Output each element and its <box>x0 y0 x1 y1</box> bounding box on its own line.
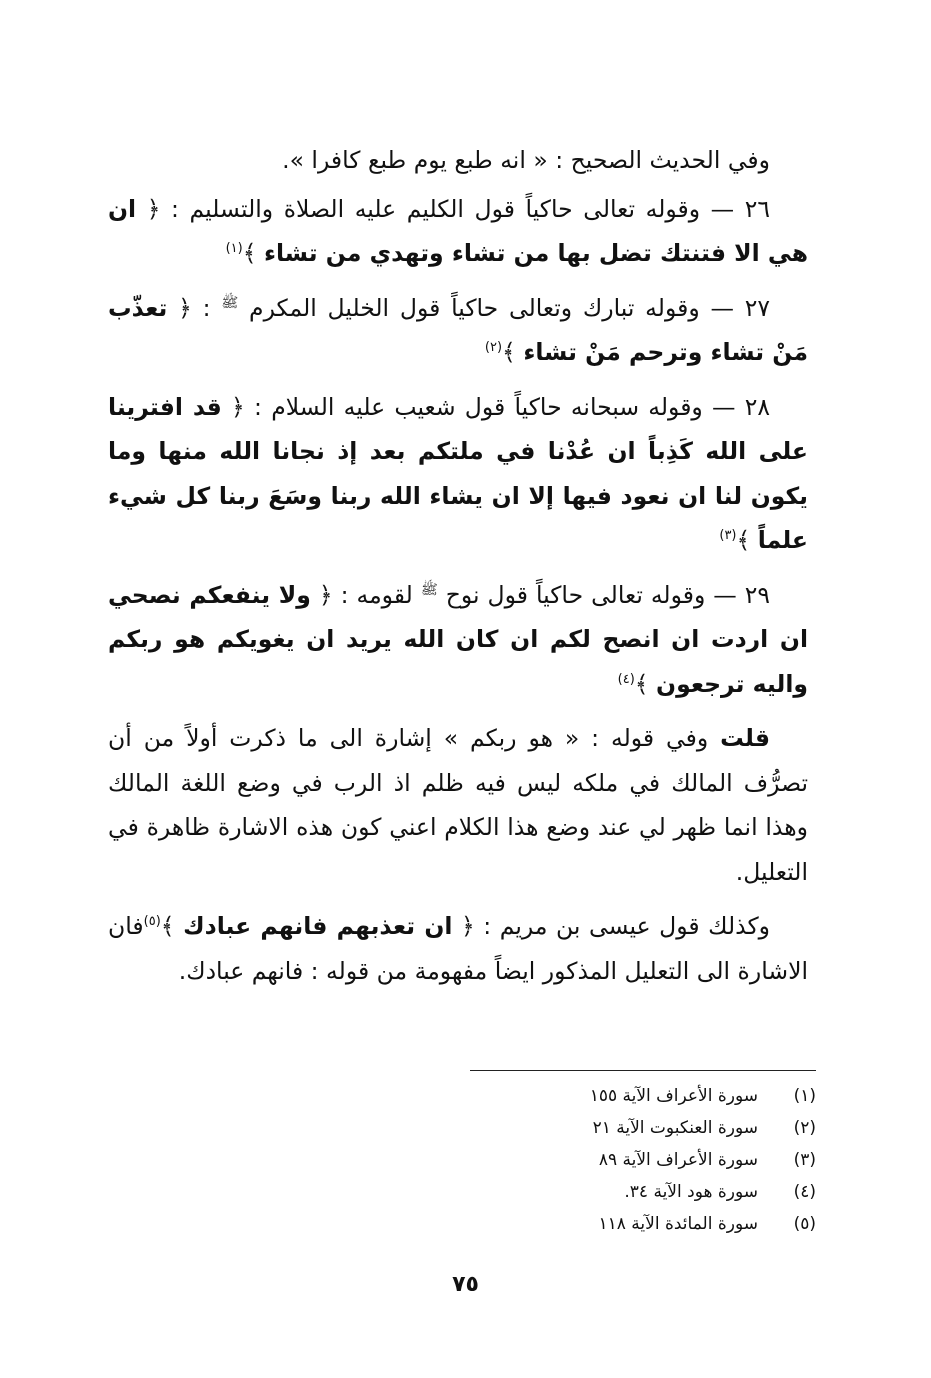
footnotes <box>470 1080 816 1240</box>
footnote-text: سورة الأعراف الآية ٨٩ <box>598 1150 758 1170</box>
p26-close: ﴾ <box>242 239 257 267</box>
p28-close: ﴾ <box>736 526 751 554</box>
footnote-number: (٥) <box>793 1214 816 1234</box>
footnote-number: (٣) <box>793 1150 816 1170</box>
p26-footnote-mark: (١) <box>225 241 243 257</box>
p27-quote: تعذّب مَنْ تشاء وترحم مَنْ تشاء <box>108 293 808 366</box>
p27-footnote-mark: (٢) <box>484 340 503 356</box>
footnote-number: (٢) <box>793 1118 816 1138</box>
p29-footnote-mark: (٤) <box>617 671 635 687</box>
isa-close: ﴾ <box>160 912 175 940</box>
paragraph-intro <box>108 138 808 183</box>
footnote-text: سورة المائدة الآية ١١٨ <box>598 1214 758 1234</box>
p28-lead: ٢٨ — وقوله سبحانه حاكياً قول شعيب عليه السلام : ﴿ <box>231 392 770 421</box>
footnote-number: (٤) <box>793 1182 816 1202</box>
p27-close: ﴾ <box>502 338 516 366</box>
paragraph-qult <box>108 716 808 894</box>
p28-quote: قد افترينا على الله كَذِباً ان عُدْنا في ملتكم بعد إذ نجانا الله منها وما يكون لنا ان نعود فيها إلا ان يشاء الله ربنا وسَعَ ربنا كل شيء علماً <box>108 392 808 554</box>
isa-footnote-mark: (٥) <box>143 914 161 930</box>
p29-lead: ٢٩ — وقوله تعالى حاكياً قول نوح <box>445 580 770 609</box>
footnote-5 <box>470 1208 816 1240</box>
footnote-3 <box>470 1144 816 1176</box>
paragraph-28 <box>108 385 808 563</box>
isa-lead: وكذلك قول عيسى بن مريم : ﴿ <box>461 912 770 940</box>
footnote-2 <box>470 1112 816 1144</box>
p27-colon: : ﴿ <box>178 293 222 322</box>
footnote-text: سورة هود الآية ٣٤. <box>624 1182 758 1202</box>
p27-lead: ٢٧ — وقوله تبارك وتعالى حاكياً قول الخليل المكرم <box>249 293 770 322</box>
paragraph-27 <box>108 286 808 375</box>
footnote-4 <box>470 1176 816 1208</box>
qult-text: وفي قوله : « هو ربكم » إشارة الى ما ذكرت أولاً من أن تصرُّف المالك في ملكه ليس فيه ظلم اذ الرب في وضع اللغة المالك وهذا انما ظهر لي عند وضع هذا الكلام اعني كون هذه الاشارة ظاهرة في التعليل. <box>108 724 808 886</box>
footnote-number: (١) <box>793 1086 816 1106</box>
p26-quote: ان هي الا فتنتك تضل بها من تشاء وتهدي من تشاء <box>108 194 808 267</box>
footnote-text: سورة الأعراف الآية ١٥٥ <box>589 1086 758 1106</box>
intro-text: وفي الحديث الصحيح : « انه طبع يوم طبع كافرا ». <box>282 146 770 174</box>
paragraph-29 <box>108 573 808 707</box>
p28-footnote-mark: (٣) <box>719 528 737 544</box>
p29-close: ﴾ <box>634 669 649 698</box>
p29-quote: ولا ينفعكم نصحي ان اردت ان انصح لكم ان كان الله يريد ان يغويكم هو ربكم واليه ترجعون <box>108 580 808 698</box>
p26-lead: ٢٦ — وقوله تعالى حاكياً قول الكليم عليه الصلاة والتسليم : ﴿ <box>146 194 770 223</box>
p27-honorific: ﷺ <box>221 294 239 311</box>
page-number: ٧٥ <box>452 1272 479 1297</box>
paragraph-26 <box>108 187 808 276</box>
footnote-text: سورة العنكبوت الآية ٢١ <box>592 1118 758 1138</box>
main-text <box>108 138 808 1003</box>
footnote-1 <box>470 1080 816 1112</box>
isa-text: فان الاشارة الى التعليل المذكور ايضاً مفهومة من قوله : فانهم عبادك. <box>108 912 808 985</box>
qult-word: قلت <box>720 724 770 752</box>
paragraph-isa <box>108 904 808 993</box>
isa-quote: ان تعذبهم فانهم عبادك <box>183 912 453 940</box>
p29-after: لقومه : ﴿ <box>318 580 421 609</box>
footnote-divider <box>470 1070 816 1071</box>
p29-honorific: ﷺ <box>420 581 438 598</box>
